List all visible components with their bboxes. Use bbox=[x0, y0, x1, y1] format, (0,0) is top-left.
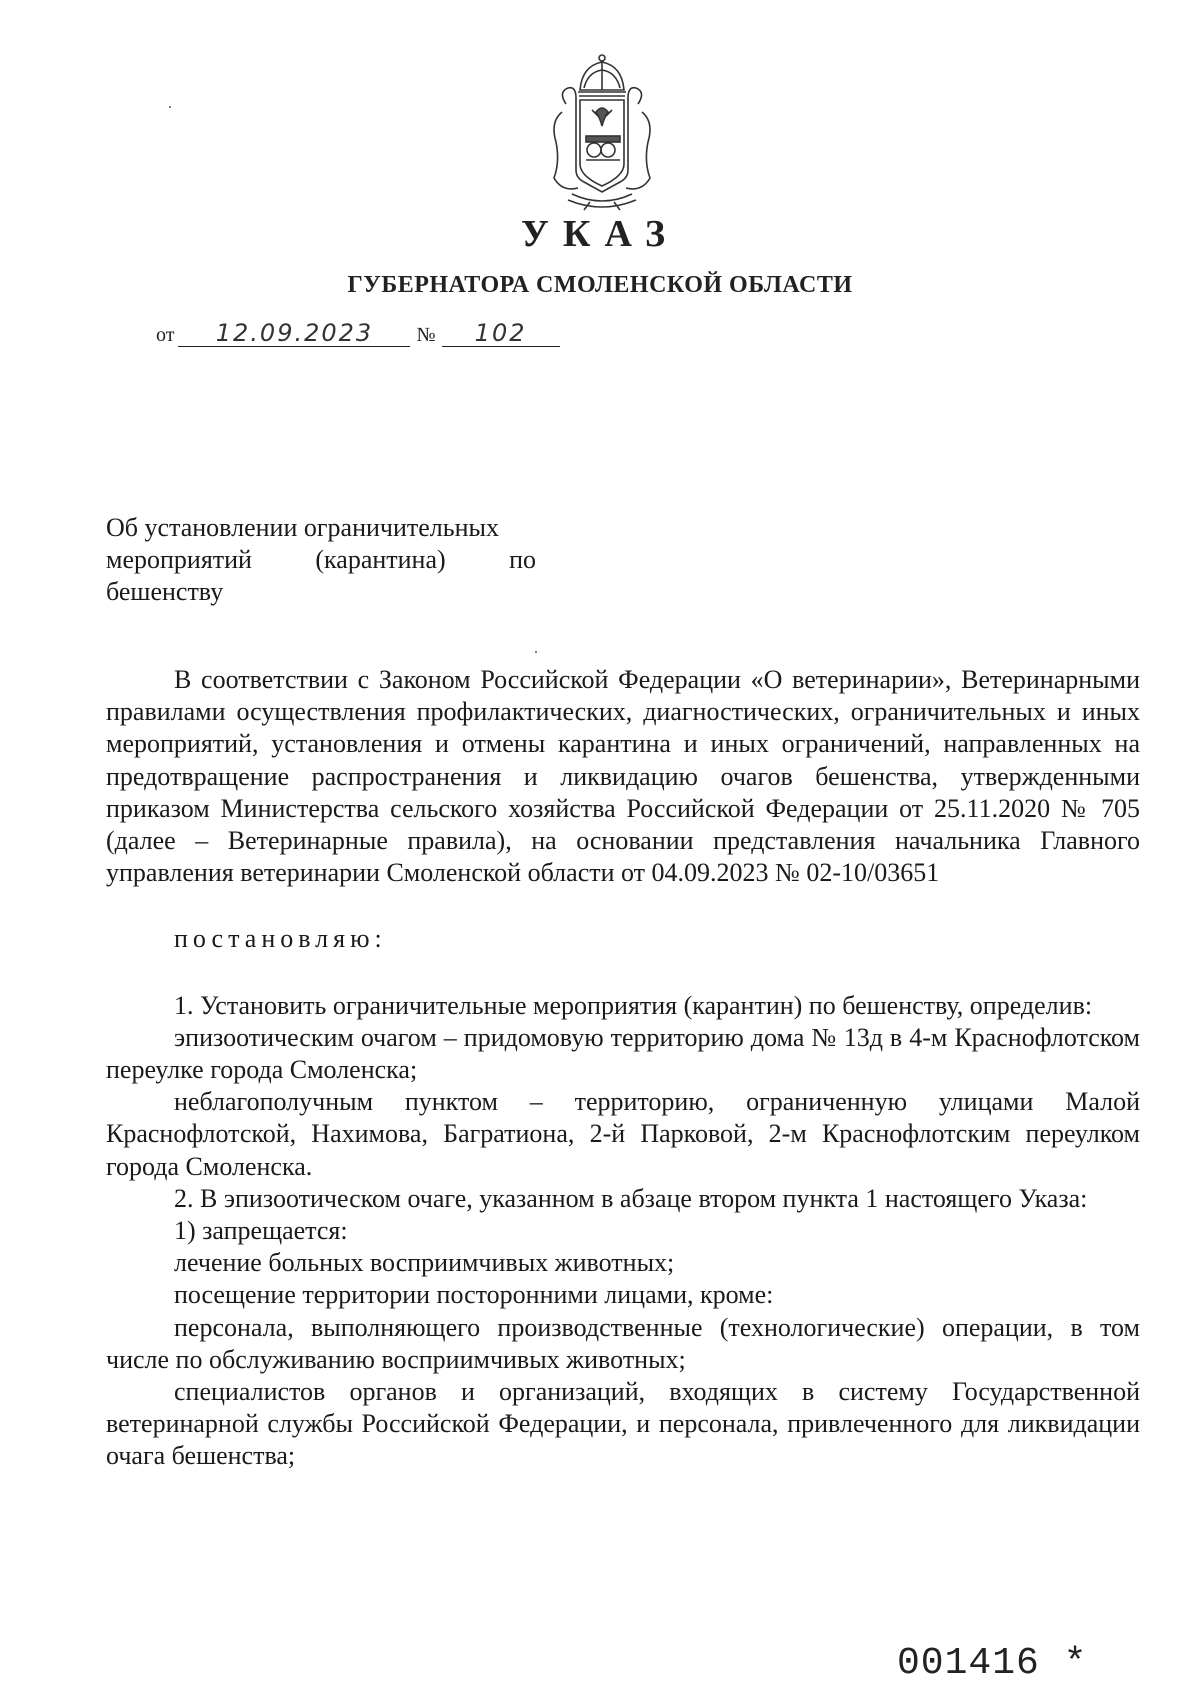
handwritten-date: 12.09.2023 bbox=[178, 320, 410, 347]
serial-number-stamp: 001416 * bbox=[897, 1642, 1088, 1685]
decree-title: УКАЗ bbox=[521, 213, 679, 255]
issuer-heading: ГУБЕРНАТОРА СМОЛЕНСКОЙ ОБЛАСТИ bbox=[347, 272, 853, 298]
date-number-line bbox=[156, 320, 560, 347]
clause-paragraph: эпизоотическим очагом – придомовую территорию дома № 13д в 4-м Краснофлотском переулке города Смоленска; bbox=[106, 1022, 1140, 1085]
subject-line: бешенству bbox=[106, 577, 224, 606]
clause-paragraph: 2. В эпизоотическом очаге, указанном в абзаце втором пункта 1 настоящего Указа: bbox=[174, 1183, 1088, 1213]
subject-line: Об установлении ограничительных bbox=[106, 513, 500, 542]
decree-body bbox=[106, 664, 1140, 1473]
clause-paragraph: посещение территории посторонними лицами, кроме: bbox=[174, 1280, 774, 1310]
coat-of-arms-icon bbox=[532, 52, 672, 212]
resolve-word: постановляю: bbox=[174, 924, 387, 954]
clause-paragraph: специалистов органов и организаций, входящих в систему Государственной ветеринарной службы Российской Федерации, и персонала, привлеченного для ликвидации очага бешенства; bbox=[106, 1377, 1140, 1471]
clause-paragraph: 1. Установить ограничительные мероприятия (карантин) по бешенству, определив: bbox=[174, 990, 1093, 1020]
clause-paragraph: персонала, выполняющего производственные (технологические) операции, в том числе по обслуживанию восприимчивых животных; bbox=[106, 1312, 1140, 1374]
number-label: № bbox=[416, 324, 436, 346]
decree-subject bbox=[106, 512, 536, 608]
clause-paragraph: 1) запрещается: bbox=[174, 1216, 348, 1246]
clause-paragraph: лечение больных восприимчивых животных; bbox=[174, 1248, 675, 1278]
preamble-paragraph: В соответствии с Законом Российской Федерации «О ветеринарии», Ветеринарными правилами осуществления профилактических, диагностических, ограничительных и иных мероприятий, установления и отмены карантина и иных ограничений, направленных на предотвращение распространения и ликвидацию очагов бешенства, утвержденными приказом Министерства сельского хозяйства Российской Федерации от 25.11.2020 № 705 (далее – Ветеринарные правила), на основании представления начальника Главного управления ветеринарии Смоленской области от 04.09.2023 № 02-10/03651 bbox=[106, 665, 1140, 888]
subject-line: мероприятий (карантина) по bbox=[106, 545, 536, 574]
date-from-label: от bbox=[156, 324, 175, 346]
scan-speck bbox=[169, 106, 171, 108]
scan-speck bbox=[535, 651, 537, 653]
clause-paragraph: неблагополучным пунктом – территорию, ограниченную улицами Малой Краснофлотской, Нахимова, Багратиона, 2-й Парковой, 2-м Краснофлотским переулком города Смоленска. bbox=[106, 1087, 1140, 1181]
handwritten-number: 102 bbox=[442, 320, 560, 347]
